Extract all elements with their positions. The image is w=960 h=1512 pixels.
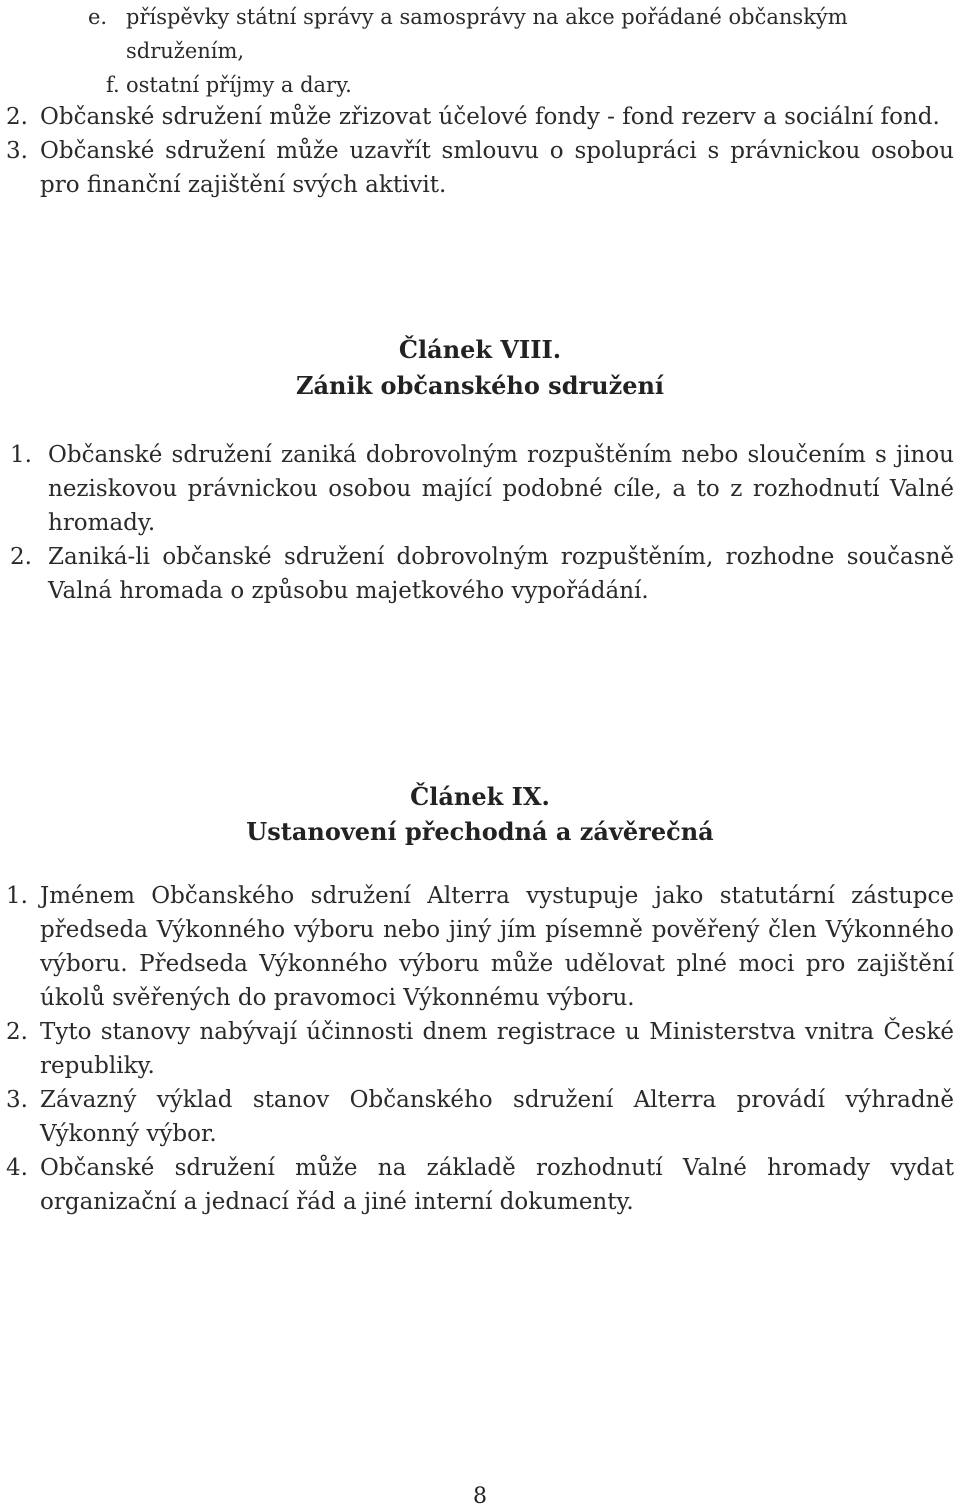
item-marker: 1. xyxy=(6,883,28,909)
list-item xyxy=(0,879,960,1015)
item-marker: 2. xyxy=(6,104,28,130)
income-sub-list xyxy=(0,0,960,102)
item-text: Jménem Občanského sdružení Alterra vystupuje jako statutární zástupce předseda Výkonného výboru nebo jiný jím písemně pověřený člen Výkonného výboru. Předseda Výkonného výboru může udělovat plné moci pro zajištění úkolů svěřených do pravomoci Výkonnému výboru. xyxy=(40,883,954,1011)
list-item xyxy=(0,68,960,102)
list-item xyxy=(0,1015,960,1083)
article-viii-list xyxy=(0,438,960,608)
item-text: ostatní příjmy a dary. xyxy=(126,73,352,97)
item-marker: 3. xyxy=(6,1087,28,1113)
item-marker: 3. xyxy=(6,138,28,164)
item-text: Zaniká-li občanské sdružení dobrovolným rozpuštěním, rozhodne současně Valná hromada o způsobu majetkového vypořádání. xyxy=(48,544,954,604)
top-numbered-list xyxy=(0,100,960,202)
article-viii-subtitle: Zánik občanského sdružení xyxy=(295,371,665,400)
list-item xyxy=(0,1151,960,1219)
item-marker: f. xyxy=(106,73,120,97)
item-text: Občanské sdružení zaniká dobrovolným rozpuštěním nebo sloučením s jinou neziskovou právnickou osobou mající podobné cíle, a to z rozhodnutí Valné hromady. xyxy=(48,442,954,536)
article-ix-title: Článek IX. xyxy=(410,782,550,811)
article-viii-title: Článek VIII. xyxy=(398,335,562,364)
item-marker: 2. xyxy=(10,544,32,570)
list-item xyxy=(0,540,960,608)
item-text: Občanské sdružení může na základě rozhodnutí Valné hromady vydat organizační a jednací řád a jiné interní dokumenty. xyxy=(40,1155,954,1215)
list-item xyxy=(0,1083,960,1151)
list-item xyxy=(0,0,960,68)
item-text: příspěvky státní správy a samosprávy na akce pořádané občanským sdružením, xyxy=(126,5,848,63)
item-marker: 4. xyxy=(6,1155,28,1181)
item-text: Občanské sdružení může zřizovat účelové fondy - fond rezerv a sociální fond. xyxy=(40,104,940,130)
item-marker: 2. xyxy=(6,1019,28,1045)
list-item xyxy=(0,438,960,540)
item-marker: 1. xyxy=(10,442,32,468)
article-ix-list xyxy=(0,879,960,1219)
item-text: Závazný výklad stanov Občanského sdružení Alterra provádí výhradně Výkonný výbor. xyxy=(40,1087,954,1147)
article-ix-subtitle: Ustanovení přechodná a závěrečná xyxy=(246,817,714,846)
page-number: 8 xyxy=(473,1484,487,1509)
item-text: Tyto stanovy nabývají účinnosti dnem registrace u Ministerstva vnitra České republiky. xyxy=(40,1019,954,1079)
item-text: Občanské sdružení může uzavřít smlouvu o spolupráci s právnickou osobou pro finanční zajištění svých aktivit. xyxy=(40,138,954,198)
list-item xyxy=(0,100,960,134)
list-item xyxy=(0,134,960,202)
item-marker: e. xyxy=(88,5,108,29)
